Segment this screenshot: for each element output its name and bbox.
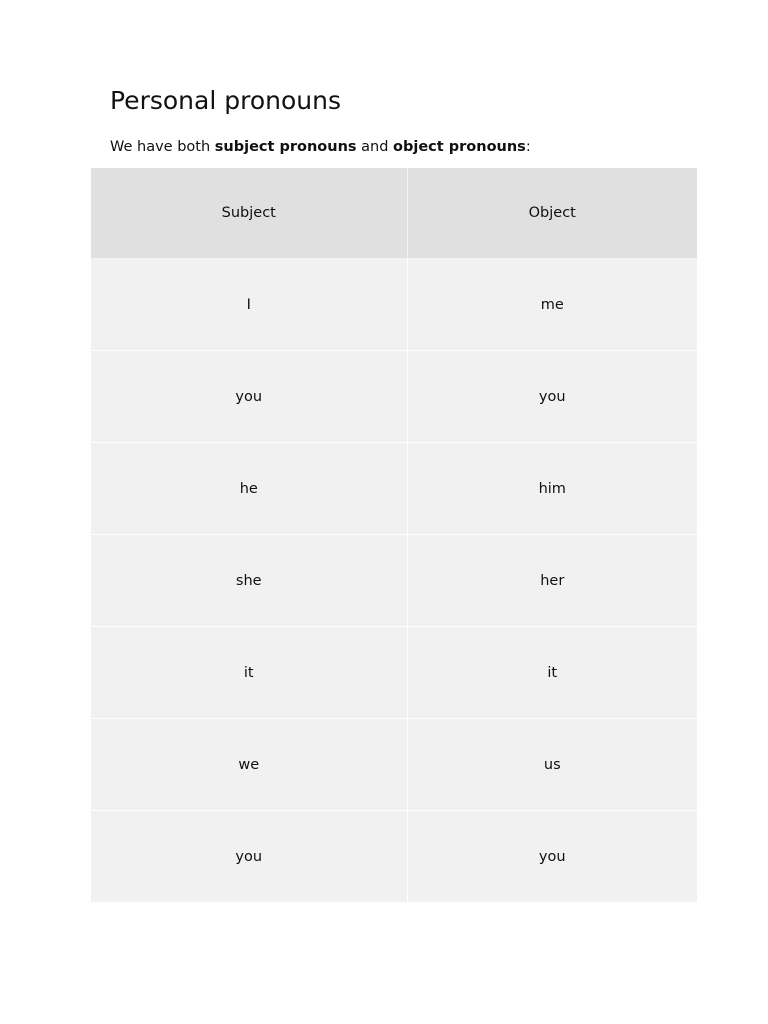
object-cell: it bbox=[407, 627, 697, 719]
object-cell: her bbox=[407, 535, 697, 627]
table-row bbox=[91, 351, 697, 443]
intro-term-object: object pronouns bbox=[393, 139, 526, 155]
table-header-row bbox=[91, 168, 697, 259]
intro-lead: We have both bbox=[110, 139, 215, 155]
subject-cell: we bbox=[91, 719, 407, 811]
table-row bbox=[91, 627, 697, 719]
subject-cell: I bbox=[91, 259, 407, 351]
intro-mid: and bbox=[356, 139, 394, 155]
object-cell: you bbox=[407, 351, 697, 443]
subject-cell: you bbox=[91, 351, 407, 443]
object-cell: him bbox=[407, 443, 697, 535]
column-header-object: Object bbox=[407, 168, 697, 259]
table-row bbox=[91, 535, 697, 627]
subject-cell: you bbox=[91, 811, 407, 903]
object-cell: us bbox=[407, 719, 697, 811]
table-row bbox=[91, 811, 697, 903]
page-title: Personal pronouns bbox=[110, 86, 341, 115]
table-row bbox=[91, 259, 697, 351]
subject-cell: it bbox=[91, 627, 407, 719]
intro-term-subject: subject pronouns bbox=[214, 139, 357, 155]
object-cell: me bbox=[407, 259, 697, 351]
subject-cell: she bbox=[91, 535, 407, 627]
column-header-subject: Subject bbox=[91, 168, 407, 259]
pronoun-table bbox=[91, 168, 697, 902]
subject-cell: he bbox=[91, 443, 407, 535]
table-row bbox=[91, 443, 697, 535]
object-cell: you bbox=[407, 811, 697, 903]
intro-tail: : bbox=[525, 139, 531, 155]
table-row bbox=[91, 719, 697, 811]
intro-paragraph bbox=[110, 137, 531, 157]
